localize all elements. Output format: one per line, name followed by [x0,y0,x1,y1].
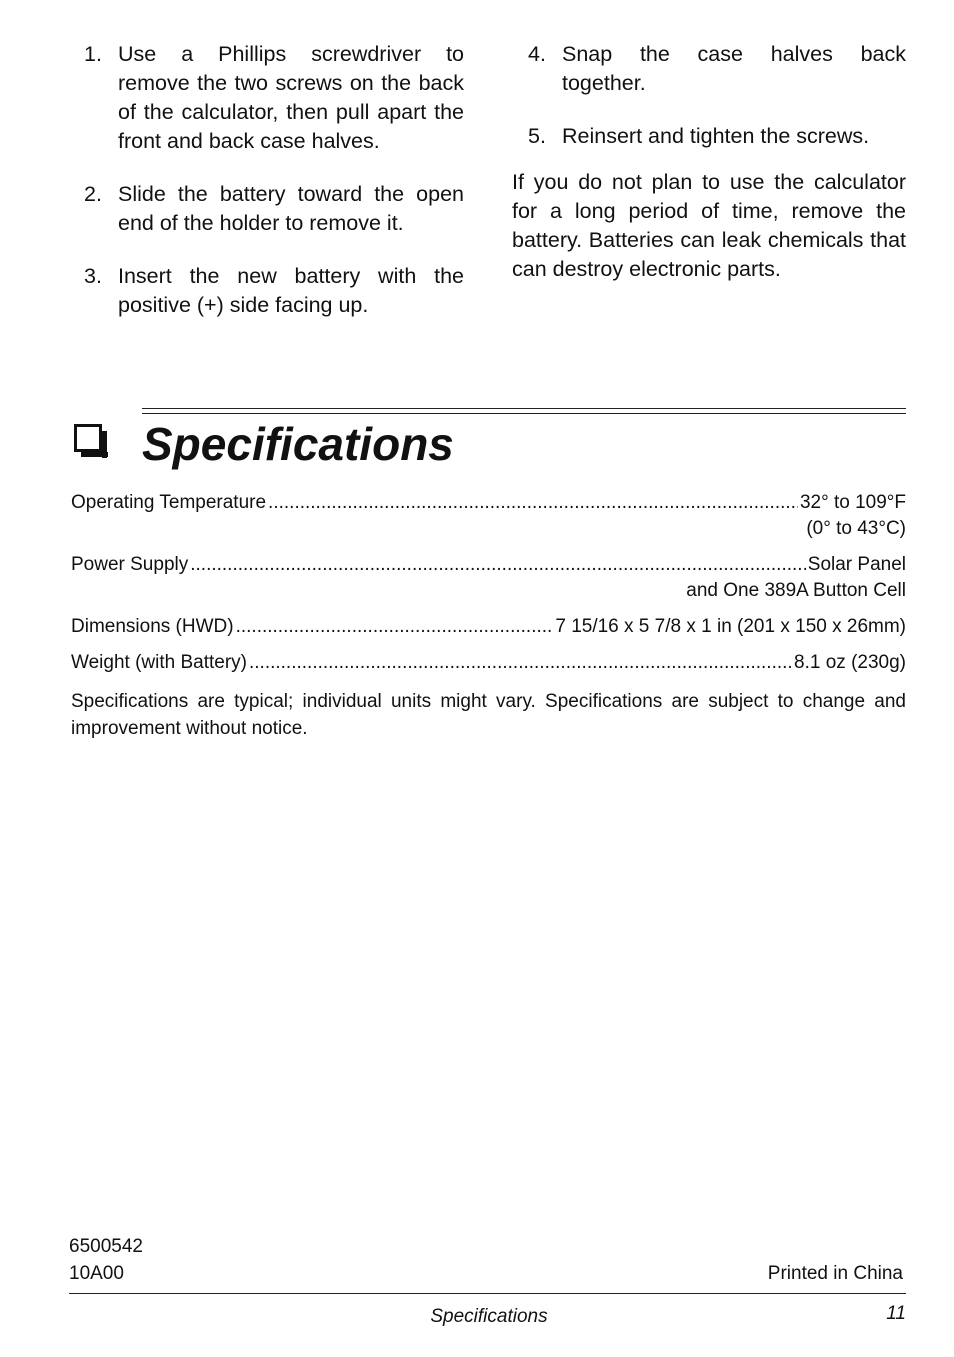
spec-value: 8.1 oz (230g) [794,652,906,673]
spec-value: 32° to 109°F [799,492,906,513]
list-item [528,122,906,151]
spec-row-operating-temperature [71,490,906,542]
step-text: Slide the battery toward the open end of the holder to remove it. [118,182,464,235]
spec-label: Power Supply [71,554,189,575]
step-number: 1. [84,42,102,66]
part-number-line: 6500542 [69,1236,143,1257]
list-item [528,40,906,98]
checkbox-square-icon [74,424,102,452]
spec-label: Weight (with Battery) [71,652,247,673]
list-item [84,180,464,238]
spec-value: 7 15/16 x 5 7/8 x 1 in (201 x 150 x 26mm) [555,616,906,637]
spec-row-dimensions [71,614,906,640]
steps-column-left [84,40,464,344]
footer-rule [69,1293,906,1294]
leader-dots [249,650,792,676]
leader-dots [236,614,554,640]
spec-label: Dimensions (HWD) [71,616,234,637]
leader-dots [190,552,806,578]
step-number: 3. [84,264,102,288]
spec-row-weight [71,650,906,676]
step-text: Snap the case halves back together. [562,42,906,95]
spec-label: Operating Temperature [71,492,267,513]
list-item [84,262,464,320]
step-number: 2. [84,182,102,206]
steps-column-right [512,40,906,284]
revision-code: 10A00 [69,1263,124,1284]
spec-row-power-supply [71,552,906,604]
leader-dots [268,490,798,516]
spec-value-continued: and One 389A Button Cell [686,580,906,601]
spec-disclaimer: Specifications are typical; individual units might vary. Specifications are subject to change and improvement without notice. [71,691,906,739]
spec-value: Solar Panel [807,554,906,575]
step-number: 5. [528,124,546,148]
step-text: Use a Phillips screwdriver to remove the two screws on the back of the calculator, then pull apart the front and back case halves. [118,42,464,153]
step-number: 4. [528,42,546,66]
page-number: 11 [886,1303,906,1324]
step-text: Reinsert and tighten the screws. [562,124,870,148]
section-rule [142,408,906,409]
part-number [69,1233,143,1287]
printed-in-label: Printed in China [767,1263,903,1284]
step-text: Insert the new battery with the positive (+) side facing up. [118,264,464,317]
running-footer-section: Specifications [430,1306,548,1327]
section-rule-double [142,413,906,414]
spec-value-continued: (0° to 43°C) [806,518,906,539]
specs-list [71,490,906,686]
storage-note: If you do not plan to use the calculator for a long period of time, remove the battery. Batteries can leak chemicals that can destroy electronic parts. [512,170,906,281]
section-title: Specifications [142,418,454,470]
list-item [84,40,464,156]
